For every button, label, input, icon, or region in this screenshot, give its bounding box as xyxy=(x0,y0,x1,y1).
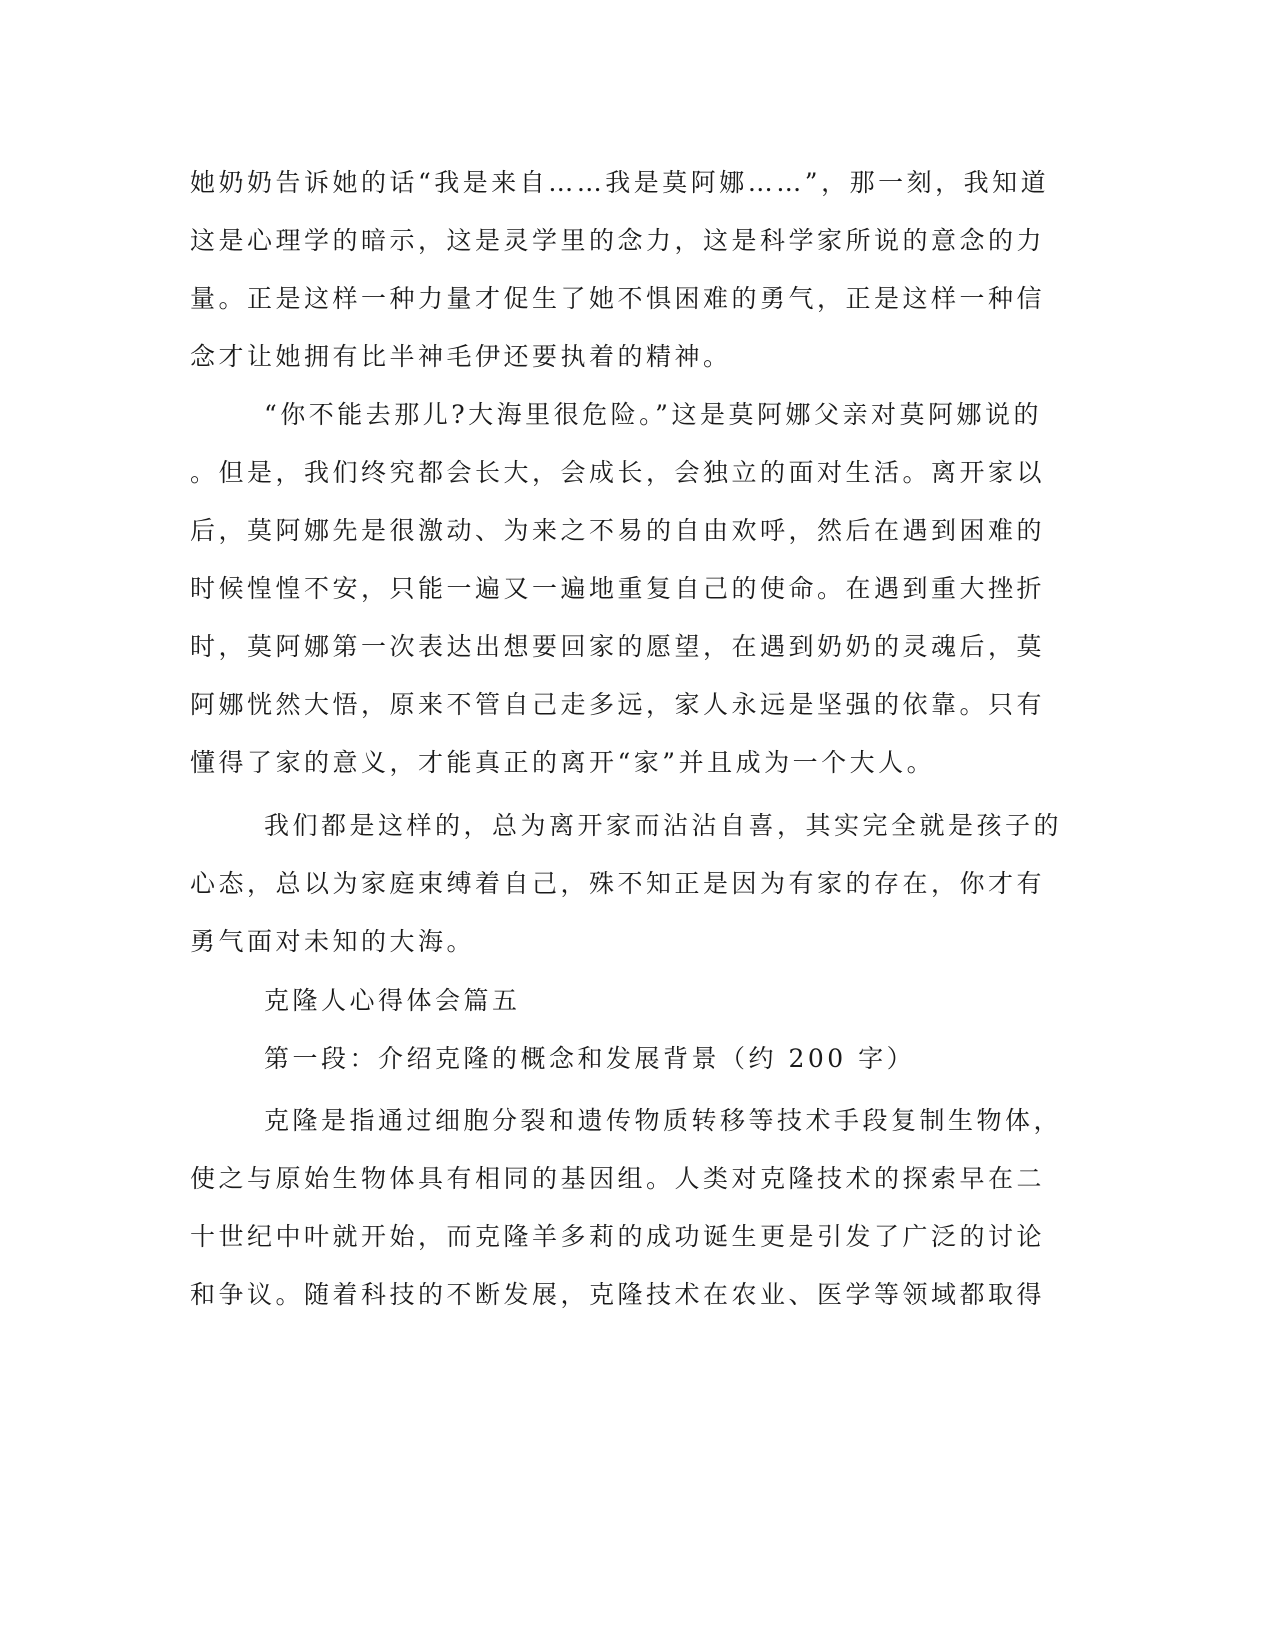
text-line: 使之与原始生物体具有相同的基因组。人类对克隆技术的探索早在二 xyxy=(190,1164,1046,1193)
section-heading: 克隆人心得体会篇五 xyxy=(264,986,521,1015)
text-line: 克隆是指通过细胞分裂和遗传物质转移等技术手段复制生物体， xyxy=(264,1106,1063,1135)
text-line: 量。正是这样一种力量才促生了她不惧困难的勇气，正是这样一种信 xyxy=(190,284,1046,313)
text-line: 这是心理学的暗示，这是灵学里的念力，这是科学家所说的意念的力 xyxy=(190,226,1046,255)
text-line: 时候惶惶不安，只能一遍又一遍地重复自己的使命。在遇到重大挫折 xyxy=(190,574,1046,603)
text-line: 阿娜恍然大悟，原来不管自己走多远，家人永远是坚强的依靠。只有 xyxy=(190,690,1046,719)
text-line: “你不能去那儿?大海里很危险。”这是莫阿娜父亲对莫阿娜说的 xyxy=(264,400,1042,429)
text-line: 心态，总以为家庭束缚着自己，殊不知正是因为有家的存在，你才有 xyxy=(190,869,1046,898)
text-line: 念才让她拥有比半神毛伊还要执着的精神。 xyxy=(190,342,732,371)
text-line: 我们都是这样的，总为离开家而沾沾自喜，其实完全就是孩子的 xyxy=(264,811,1063,840)
text-line: 。但是，我们终究都会长大，会成长，会独立的面对生活。离开家以 xyxy=(190,458,1046,487)
text-line: 懂得了家的意义，才能真正的离开“家”并且成为一个大人。 xyxy=(190,748,936,777)
text-line: 勇气面对未知的大海。 xyxy=(190,927,476,956)
text-line: 时，莫阿娜第一次表达出想要回家的愿望，在遇到奶奶的灵魂后，莫 xyxy=(190,632,1046,661)
text-line: 后，莫阿娜先是很激动、为来之不易的自由欢呼，然后在遇到困难的 xyxy=(190,516,1046,545)
text-line: 她奶奶告诉她的话“我是来自……我是莫阿娜……”，那一刻，我知道 xyxy=(190,168,1050,197)
subsection-heading: 第一段：介绍克隆的概念和发展背景（约 200 字） xyxy=(264,1044,916,1073)
text-line: 和争议。随着科技的不断发展，克隆技术在农业、医学等领域都取得 xyxy=(190,1280,1046,1309)
text-line: 十世纪中叶就开始，而克隆羊多莉的成功诞生更是引发了广泛的讨论 xyxy=(190,1222,1046,1251)
